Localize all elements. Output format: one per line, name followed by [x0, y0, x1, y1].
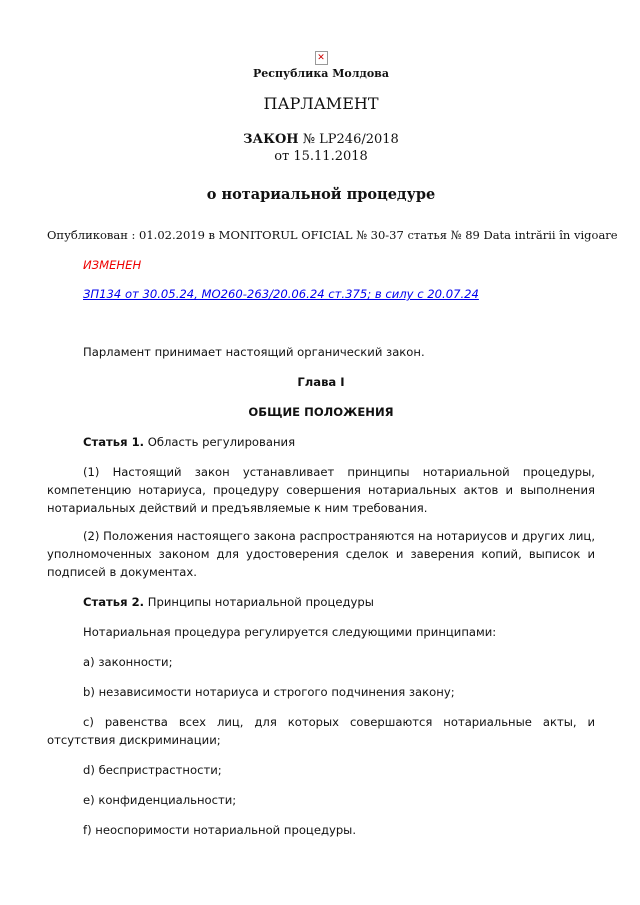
article2-heading [47, 593, 595, 611]
law-title: о нотариальной процедуре [206, 186, 436, 203]
principle-item: f) неоспоримости нотариальной процедуры. [83, 823, 357, 837]
article2-title: Принципы нотариальной процедуры [144, 595, 374, 609]
amendment-link-wrap [47, 285, 595, 303]
article1-title: Область регулирования [144, 435, 296, 449]
principle-item: d) беспристрастности; [83, 763, 222, 777]
amended-status: ИЗМЕНЕН [83, 258, 142, 272]
emblem [47, 47, 595, 65]
article1-paragraph1: (1) Настоящий закон устанавливает принципы нотариальной процедуры, компетенцию нотариуса, процедуру совершения нотариальных актов и выполнения нотариальных действий и предъявляемые к ним требования. [47, 465, 595, 515]
preamble: Парламент принимает настоящий органический закон. [83, 345, 425, 359]
article1-label: Статья 1. [83, 435, 145, 449]
law-number: № LP246/2018 [298, 132, 399, 147]
amendment-link[interactable]: ЗП134 от 30.05.24, МО260-263/20.06.24 ст.375; в силу с 20.07.24 [83, 287, 479, 301]
principle-item: b) независимости нотариуса и строгого подчинения закону; [83, 685, 455, 699]
article1-heading [47, 433, 595, 451]
publication-info: Опубликован : 01.02.2019 в MONITORUL OFICIAL № 30-37 статья № 89 Data intrării în vigoare [47, 228, 618, 242]
law-date: от 15.11.2018 [274, 149, 368, 164]
article2-label: Статья 2. [83, 595, 145, 609]
parliament-heading: ПАРЛАМЕНТ [263, 94, 379, 113]
article1-paragraph2: (2) Положения настоящего закона распространяются на нотариусов и других лиц, уполномоченных законом для удостоверения сделок и заверения копий, выписок и подписей в документах. [47, 529, 595, 579]
law-label: ЗАКОН [243, 132, 299, 147]
principle-item: c) равенства всех лиц, для которых совершаются нотариальные акты, и отсутствия дискриминации; [47, 715, 595, 747]
republic-name: Республика Молдова [253, 67, 389, 80]
chapter-title: ОБЩИЕ ПОЛОЖЕНИЯ [248, 405, 394, 419]
principle-item: a) законности; [83, 655, 173, 669]
article2-intro: Нотариальная процедура регулируется следующими принципами: [83, 625, 497, 639]
law-heading [47, 131, 595, 165]
broken-image-icon: ✕ [315, 51, 328, 65]
chapter-number: Глава I [297, 375, 345, 389]
principle-item: e) конфиденциальности; [83, 793, 237, 807]
